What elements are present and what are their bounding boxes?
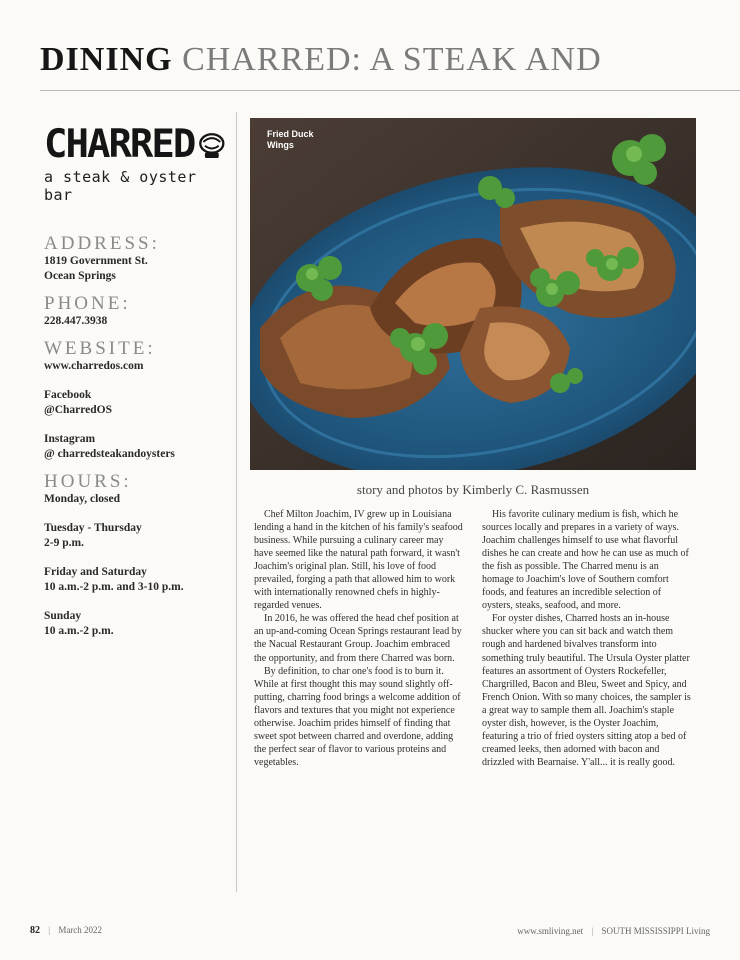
website-url: www.charredos.com: [44, 360, 144, 372]
instagram-handle: @ charredsteakandoysters: [44, 448, 175, 460]
article-column-2: [482, 508, 692, 769]
hours-label: HOURS:: [44, 471, 132, 492]
header-divider: [40, 90, 740, 91]
website-label: WEBSITE:: [44, 338, 156, 359]
section-label: DINING: [40, 41, 173, 78]
restaurant-info-sidebar: [44, 120, 226, 639]
caption-line-1: Fried Duck: [267, 129, 314, 139]
paragraph: Chef Milton Joachim, IV grew up in Louisiana lending a hand in the kitchen of his family's seafood business. While pursuing a culinary career may have seemed like the natural path forward, it wasn't Joachim's original plan. Still, his love of food prevailed, forging a path that allowed him to work with internationally renowned chefs in highly-regarded venues.: [254, 509, 463, 612]
caption-line-2: Wings: [267, 140, 294, 150]
paragraph: In 2016, he was offered the head chef position at an up-and-coming Ocean Springs restaurant lead by the Nacual Restaurant Group. Joachim embraced the opportunity, and from there Charred was born.: [254, 613, 462, 664]
logo-wordmark: CHARRED: [44, 122, 195, 167]
facebook-label: Facebook: [44, 389, 92, 401]
hours-monday: Monday, closed: [44, 493, 121, 505]
issue-date: March 2022: [58, 925, 103, 935]
hours-fri-sat-times: 10 a.m.-2 p.m. and 3-10 p.m.: [44, 581, 184, 593]
page-header: [40, 40, 602, 80]
photo-caption: [267, 129, 347, 151]
article-headline: CHARRED: A STEAK AND: [182, 41, 602, 78]
hours-fri-sat-days: Friday and Saturday: [44, 566, 147, 578]
byline: story and photos by Kimberly C. Rasmussen: [356, 482, 590, 497]
column-divider: [236, 112, 237, 892]
page-footer: [30, 925, 710, 936]
address-line-1: 1819 Government St.: [44, 255, 148, 267]
footer-separator: |: [591, 925, 594, 936]
oyster-icon: [198, 125, 226, 165]
instagram-label: Instagram: [44, 433, 96, 445]
magazine-name: SOUTH MISSISSIPPI Living: [601, 925, 710, 936]
hours-tue-thu-times: 2-9 p.m.: [44, 537, 84, 549]
phone-label: PHONE:: [44, 293, 131, 314]
article-column-1: [254, 508, 464, 769]
footer-separator: |: [48, 925, 51, 935]
address-label: ADDRESS:: [44, 233, 160, 254]
fried-duck-wings-image: [250, 118, 696, 470]
address-line-2: Ocean Springs: [44, 270, 116, 282]
hours-sunday-times: 10 a.m.-2 p.m.: [44, 625, 114, 637]
restaurant-logo: [44, 120, 226, 170]
food-photo: [250, 118, 696, 470]
logo-tagline: a steak & oyster bar: [44, 168, 197, 204]
footer-website: www.smliving.net: [517, 925, 584, 936]
paragraph: By definition, to char one's food is to burn it. While at first thought this may sound slightly off-putting, charring food brings a welcome addition of flavors and textures that you might not experience otherwise. Joachim prides himself of finding that sweet spot between charred and overdone, adding the perfect sear of flavor to various proteins and vegetables.: [254, 665, 461, 768]
paragraph: His favorite culinary medium is fish, which he sources locally and prepares in a variety of ways. Joachim challenges himself to use what flavorful dishes he can create and how he can use as much of the fish as possible. The Charred menu is an homage to Joachim's love of Southern comfort foods, and features an incredible selection of oysters, steaks, seafood, and more.: [482, 509, 689, 612]
phone-number: 228.447.3938: [44, 315, 108, 327]
facebook-handle: @CharredOS: [44, 404, 112, 416]
hours-tue-thu-days: Tuesday - Thursday: [44, 522, 142, 534]
hours-sunday-days: Sunday: [44, 610, 82, 622]
paragraph: For oyster dishes, Charred hosts an in-house shucker where you can sit back and watch them rough and hardened bivalves transform into something truly beautiful. The Ursula Oyster platter features an assortment of Oysters Rockefeller, Chargrilled, Bacon and Bleu, Sweet and Spicy, and French Onion. With so many choices, the sampler is a great way to sample them all. Joachim's staple oyster dish, however, is the Oyster Joachim, featuring a trio of fried oysters sitting atop a bed of creamed leeks, then adorned with bacon and drizzled with Bearnaise. Y'all... it is really good.: [482, 613, 691, 768]
page-number: 82: [30, 925, 40, 936]
